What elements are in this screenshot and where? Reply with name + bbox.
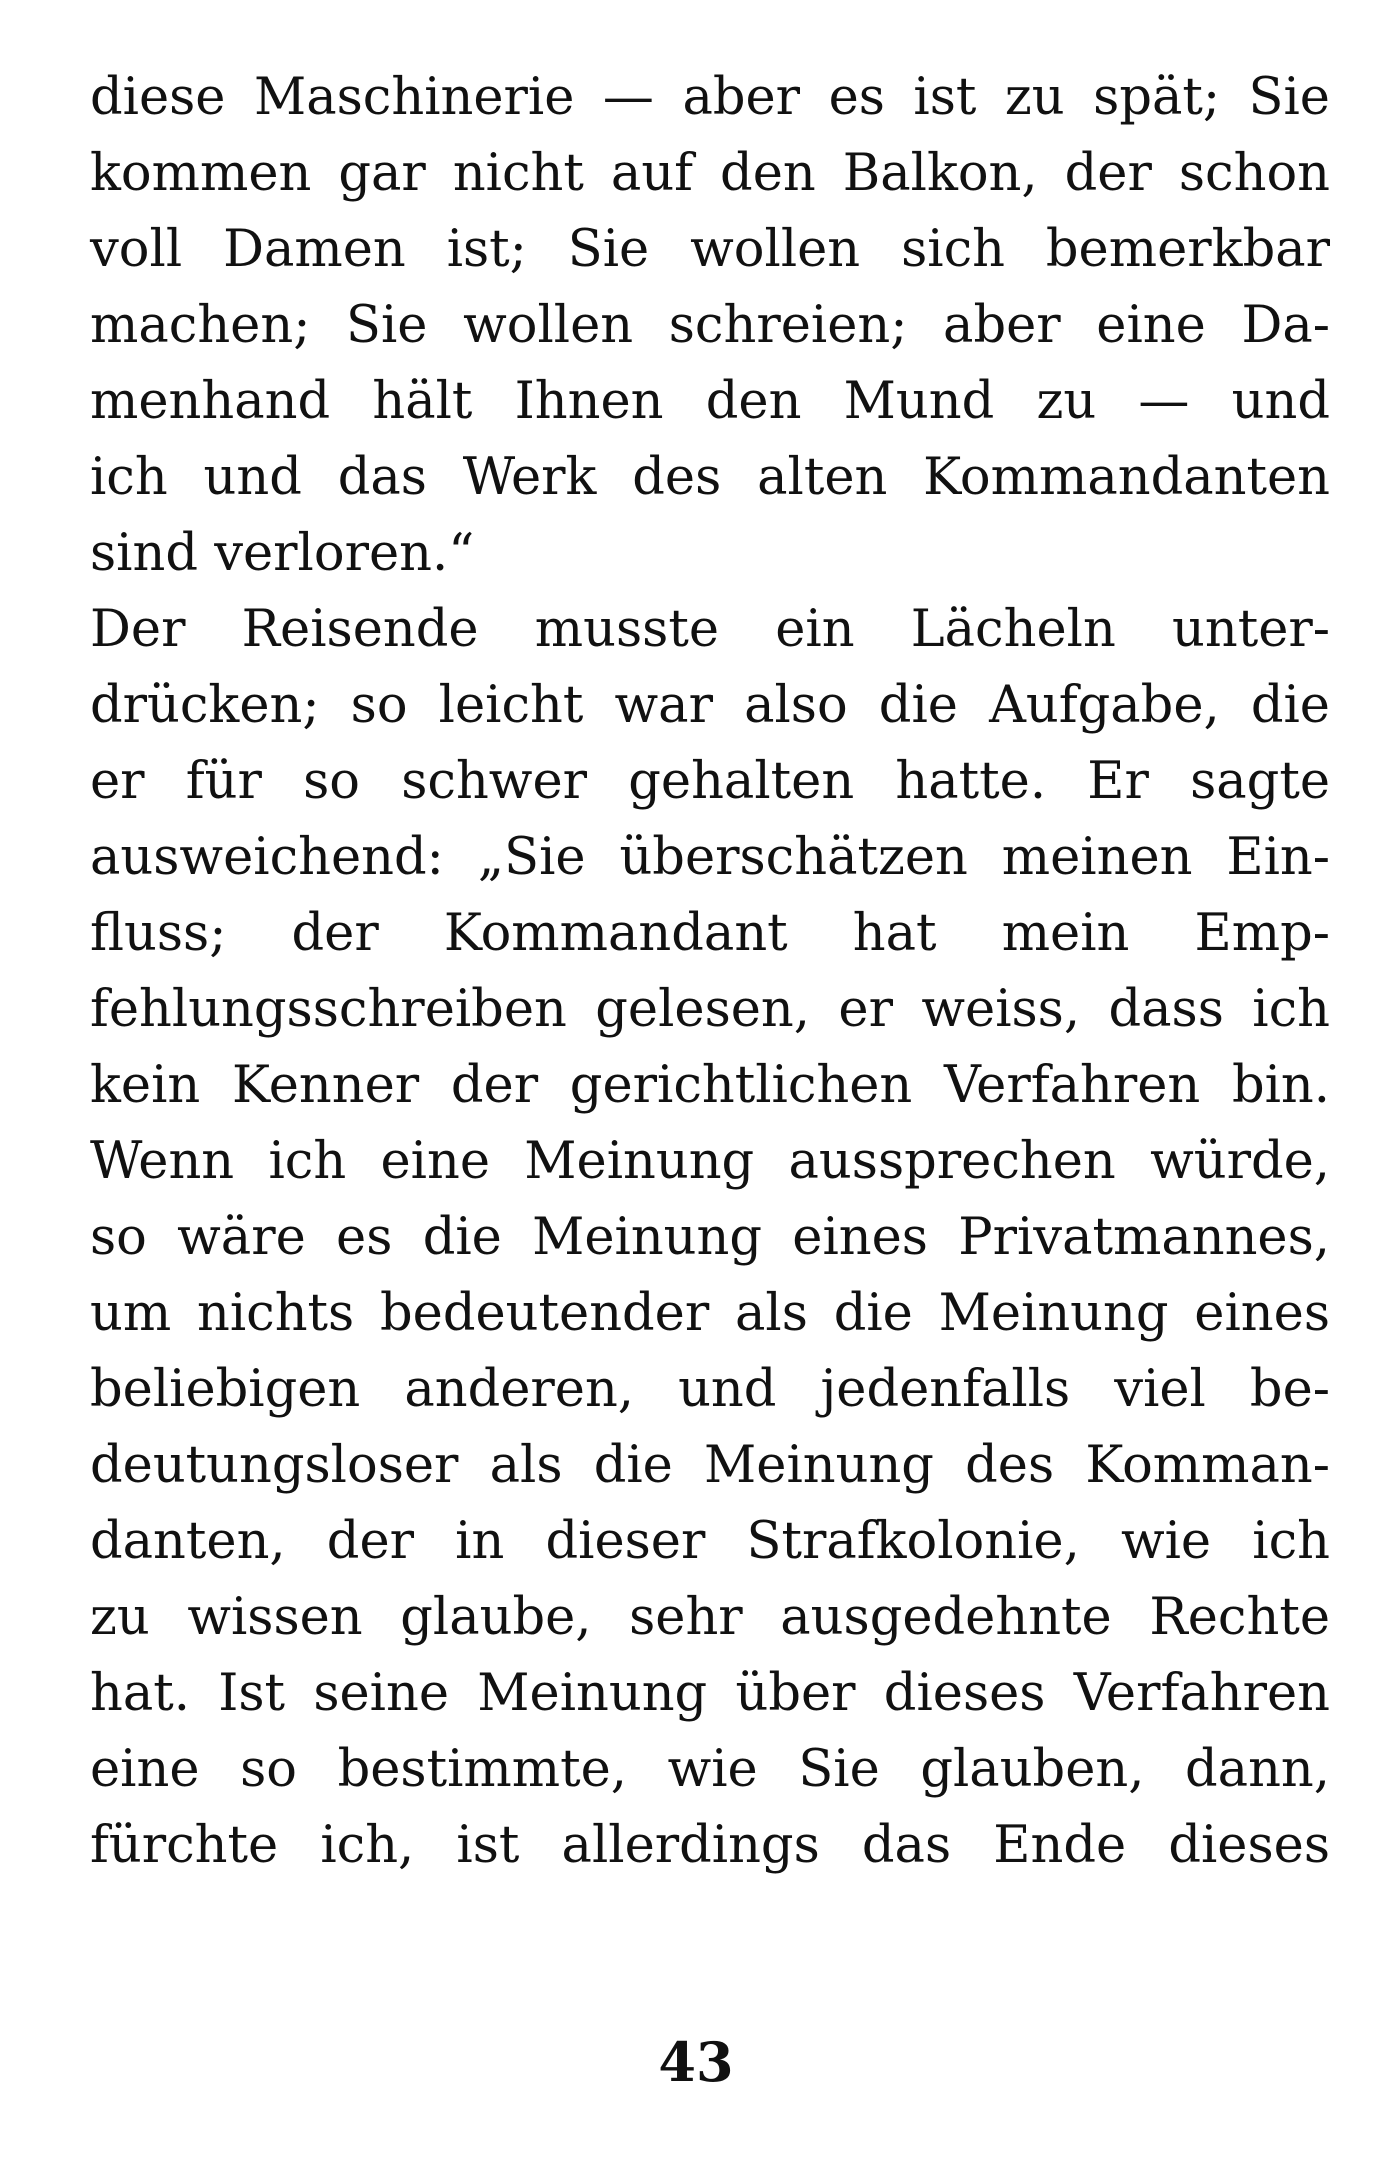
text-line: zu wissen glaube, sehr ausgedehnte Rechte [90,1588,1330,1647]
text-line: voll Damen ist; Sie wollen sich bemerkbar [90,220,1330,279]
text-line: drücken; so leicht war also die Aufgabe, die [90,676,1330,735]
text-line: eine so bestimmte, wie Sie glauben, dann, [90,1740,1330,1799]
text-line: fehlungsschreiben gelesen, er weiss, dass ich [90,980,1330,1039]
page-number: 43 [658,2030,734,2094]
text-line: ich und das Werk des alten Kommandanten [90,448,1330,507]
text-line: fürchte ich, ist allerdings das Ende dieses [90,1816,1330,1875]
text-line: danten, der in dieser Strafkolonie, wie ich [90,1512,1330,1571]
text-line: menhand hält Ihnen den Mund zu — und [90,372,1330,431]
text-line: kein Kenner der gerichtlichen Verfahren bin. [90,1056,1330,1115]
text-line: deutungsloser als die Meinung des Komman- [90,1436,1330,1495]
text-line: Wenn ich eine Meinung aussprechen würde, [90,1132,1330,1191]
text-line: ausweichend: „Sie überschätzen meinen Ein- [90,828,1330,887]
text-line: sind verloren.“ [90,524,475,583]
text-line: so wäre es die Meinung eines Privatmannes, [90,1208,1330,1267]
text-line: fluss; der Kommandant hat mein Emp- [90,904,1330,963]
text-line: machen; Sie wollen schreien; aber eine Da- [90,296,1330,355]
text-line: beliebigen anderen, und jedenfalls viel be- [90,1360,1330,1419]
text-line: hat. Ist seine Meinung über dieses Verfahren [90,1664,1330,1723]
text-line: kommen gar nicht auf den Balkon, der schon [90,144,1330,203]
text-line: um nichts bedeutender als die Meinung eines [90,1284,1330,1343]
text-line: Der Reisende musste ein Lächeln unter- [90,600,1330,659]
text-line: er für so schwer gehalten hatte. Er sagte [90,752,1330,811]
text-line: diese Maschinerie — aber es ist zu spät; Sie [90,68,1330,127]
